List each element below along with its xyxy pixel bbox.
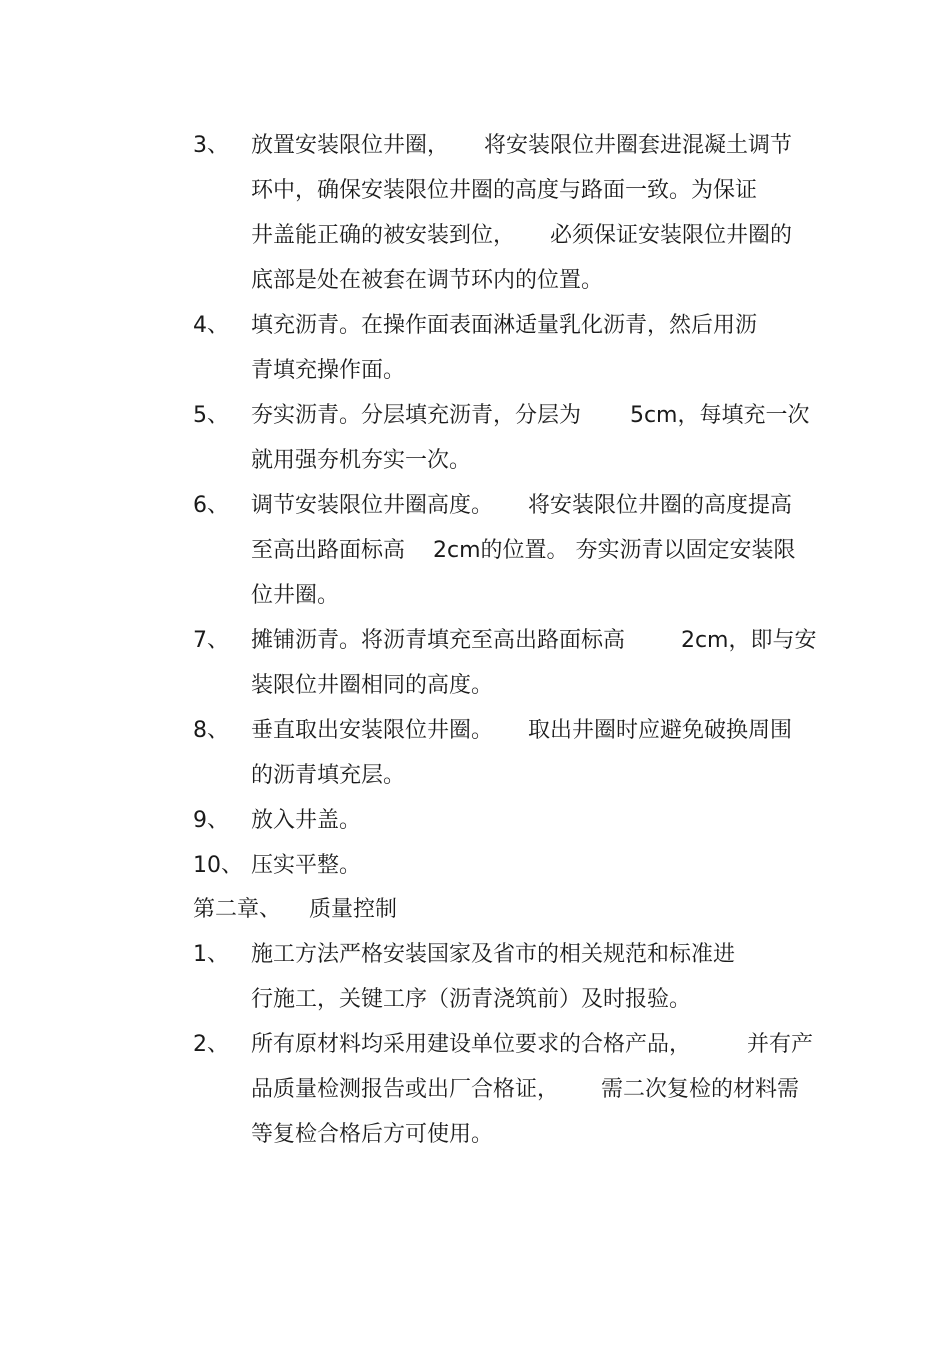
item-text-line: 夯实沥青。分层填充沥青，分层为 5cm，每填充一次 (251, 403, 810, 428)
item-text-line: 青填充操作面。 (251, 358, 406, 383)
item-number: 3、 (193, 133, 229, 158)
item-text-line: 施工方法严格安装国家及省市的相关规范和标准进 (251, 942, 736, 967)
item-text-line: 所有原材料均采用建设单位要求的合格产品， 并有产 (251, 1032, 813, 1057)
item-text-line: 装限位井圈相同的高度。 (251, 673, 494, 698)
item-number: 1、 (193, 942, 229, 967)
item-text-line: 至高出路面标高 2cm的位置。 夯实沥青以固定安装限 (251, 538, 796, 563)
item-text-line: 位井圈。 (251, 583, 340, 608)
item-text-line: 环中，确保安装限位井圈的高度与路面一致。为保证 (251, 178, 758, 203)
item-number: 10、 (193, 853, 243, 878)
item-text-line: 压实平整。 (251, 853, 362, 878)
item-text-line: 就用强夯机夯实一次。 (251, 448, 472, 473)
item-number: 8、 (193, 718, 229, 743)
item-text-line: 摊铺沥青。将沥青填充至高出路面标高 2cm，即与安 (251, 628, 817, 653)
item-number: 7、 (193, 628, 229, 653)
item-text-line: 品质量检测报告或出厂合格证， 需二次复检的材料需 (251, 1077, 799, 1102)
item-number: 4、 (193, 313, 229, 338)
item-number: 6、 (193, 493, 229, 518)
item-number: 9、 (193, 808, 229, 833)
chapter-label: 第二章、 (193, 897, 282, 922)
item-text-line: 等复检合格后方可使用。 (251, 1122, 494, 1147)
item-text-line: 底部是处在被套在调节环内的位置。 (251, 268, 604, 293)
chapter-title: 质量控制 (309, 897, 398, 922)
item-number: 5、 (193, 403, 229, 428)
item-text-line: 井盖能正确的被安装到位， 必须保证安装限位井圈的 (251, 223, 792, 248)
item-text-line: 垂直取出安装限位井圈。 取出井圈时应避免破换周围 (251, 718, 792, 743)
item-text-line: 填充沥青。在操作面表面淋适量乳化沥青，然后用沥 (251, 313, 758, 338)
item-text-line: 放入井盖。 (251, 808, 362, 833)
item-text-line: 行施工，关键工序（沥青浇筑前）及时报验。 (251, 987, 692, 1012)
item-text-line: 调节安装限位井圈高度。 将安装限位井圈的高度提高 (251, 493, 792, 518)
item-number: 2、 (193, 1032, 229, 1057)
item-text-line: 放置安装限位井圈， 将安装限位井圈套进混凝土调节 (251, 133, 792, 158)
item-text-line: 的沥青填充层。 (251, 763, 406, 788)
